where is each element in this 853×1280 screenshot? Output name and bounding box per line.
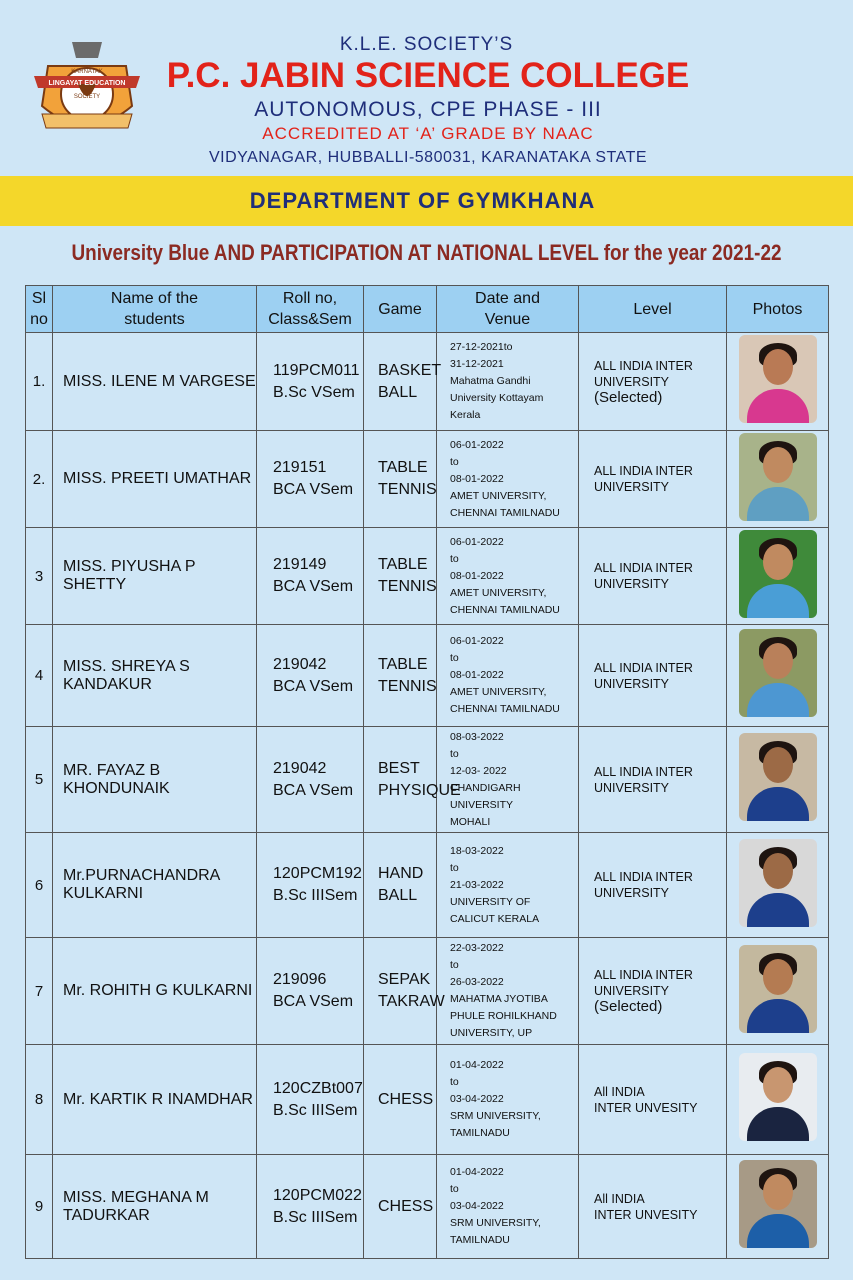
class-sem: BCA VSem [273,781,354,799]
table-row [26,333,829,431]
game-line: PHYSIQUE [378,781,461,799]
venue-line: AMET UNIVERSITY, [450,686,547,698]
student-photo [739,839,817,927]
serial-number: 8 [26,1045,53,1155]
game-line: BASKET [378,361,442,379]
venue-line: 08-01-2022 [450,569,504,582]
level-line: ALL INDIA INTER [594,464,693,478]
table-row [26,1045,829,1155]
college-name: P.C. JABIN SCIENCE COLLEGE [166,56,690,95]
roll-number: 119PCM011 [273,361,360,379]
date-venue-cell [437,1155,579,1259]
level-line: ALL INDIA INTER [594,764,693,779]
venue-line: CALICUT KERALA [450,912,540,925]
class-sem: B.Sc IIISem [273,887,358,904]
level-line: ALL INDIA INTER [594,561,693,575]
venue-line: 01-04-2022 [450,1166,504,1178]
date-venue-cell [437,1045,579,1155]
venue-line: 06-01-2022 [450,438,504,451]
logo-text-top: KARNATAK [71,69,103,75]
game-line: CHESS [378,1090,434,1108]
venue-line: 03-04-2022 [450,1093,504,1105]
venue-line: UNIVERSITY [450,798,514,811]
roll-number: 219151 [273,459,327,476]
level-line: ALL INDIA INTER [594,660,693,675]
venue-line: PHULE ROHILKHAND [450,1010,557,1022]
roll-number: 219042 [273,759,327,777]
level-cell [579,528,727,625]
venue-line: 06-01-2022 [450,635,504,647]
roll-number: 120CZBt007 [273,1079,363,1097]
venue-line: 03-04-2022 [450,1200,504,1212]
roll-class [257,333,364,431]
student-name: MISS. PREETI UMATHAR [53,431,257,528]
venue-line: Kerala [450,409,481,421]
venue-line: 26-03-2022 [450,976,504,988]
photo-cell [727,1155,829,1259]
table-row [26,625,829,727]
venue-line: University Kottayam [450,392,544,404]
autonomous-status: AUTONOMOUS, CPE PHASE - III [254,98,602,121]
venue-line: to [450,552,459,565]
photo-cell [727,625,829,727]
roll-class [257,938,364,1045]
level-cell [579,833,727,938]
table-header-row [26,286,829,333]
college-address: VIDYANAGAR, HUBBALLI-580031, KARANATAKA STATE [208,149,648,166]
level-line: ALL INDIA INTER [594,870,693,884]
date-venue-cell [437,833,579,938]
roll-class [257,528,364,625]
venue-line: to [450,959,459,971]
venue-line: 08-01-2022 [450,669,504,681]
level-line: INTER UNVESITY [594,1100,698,1115]
student-name: MR. FAYAZ B KHONDUNAIK [53,727,257,833]
student-name: MISS. ILENE M VARGESE [53,333,257,431]
venue-line: MAHATMA JYOTIBA [450,993,548,1005]
date-venue-cell [437,625,579,727]
venue-line: 21-03-2022 [450,878,504,891]
department-title: DEPARTMENT OF GYMKHANA [249,188,596,213]
game-line: TABLE [378,655,428,673]
game-line: BALL [378,383,418,401]
game-cell [364,625,437,727]
level-line: ALL INDIA INTER [594,968,693,982]
level-cell [579,727,727,833]
level-line: All INDIA [594,1084,645,1099]
table-row [26,1155,829,1259]
roll-class [257,833,364,938]
header-roll: Roll no, Class&Sem [257,286,364,333]
date-venue-cell [437,727,579,833]
game-cell [364,431,437,528]
venue-line: AMET UNIVERSITY, [450,489,547,502]
roll-number: 219149 [273,556,327,573]
roll-number: 219096 [273,971,327,988]
venue-line: to [450,1183,459,1195]
level-line: ALL INDIA INTER [594,358,693,373]
level-line: INTER UNVESITY [594,1207,698,1222]
table-row [26,727,829,833]
student-name: Mr.PURNACHANDRA KULKARNI [53,833,257,938]
header-sl: Sl no [26,286,53,333]
student-photo [739,335,817,423]
game-line: TAKRAW [378,993,445,1010]
serial-number: 4 [26,625,53,727]
game-cell [364,938,445,1045]
logo-text-low: SOCIETY [73,94,101,100]
venue-line: 12-03- 2022 [450,764,507,777]
header-photos: Photos [727,286,829,333]
class-sem: B.Sc IIISem [273,1101,358,1119]
roll-number: 120PCM022 [273,1186,362,1204]
venue-line: 22-03-2022 [450,942,504,954]
student-photo [739,945,817,1033]
student-name: MISS. SHREYA S KANDAKUR [53,625,257,727]
venue-line: TAMILNADU [450,1234,510,1246]
game-cell [364,1045,437,1155]
game-line: SEPAK [378,971,431,988]
game-cell [364,333,442,431]
class-sem: B.Sc VSem [273,383,355,401]
photo-cell [727,938,829,1045]
level-line: UNIVERSITY [594,374,670,389]
student-name: Mr. ROHITH G KULKARNI [53,938,257,1045]
venue-line: 18-03-2022 [450,844,504,857]
level-cell [579,431,727,528]
venue-line: MOHALI [450,815,491,828]
level-cell [579,1155,727,1259]
header-date-venue: Date and Venue [437,286,579,333]
level-line: UNIVERSITY [594,780,670,795]
venue-line: UNIVERSITY, UP [450,1027,533,1039]
student-name: MISS. PIYUSHA P SHETTY [53,528,257,625]
level-line: UNIVERSITY [594,480,670,494]
serial-number: 2. [26,431,53,528]
game-line: TENNIS [378,677,437,695]
date-venue-cell [437,528,579,625]
venue-line: CHENNAI TAMILNADU [450,703,560,715]
class-sem: BCA VSem [273,993,354,1010]
roll-class [257,431,364,528]
roll-class [257,625,364,727]
table-row [26,938,829,1045]
table-row [26,833,829,938]
venue-line: SRM UNIVERSITY, [450,1110,541,1122]
date-venue-cell [437,938,579,1045]
student-photo [739,1053,817,1141]
document-subtitle: University Blue AND PARTICIPATION AT NATIONAL LEVEL for the year 2021-22 [71,240,782,265]
venue-line: to [450,652,459,664]
serial-number: 5 [26,727,53,833]
roll-number: 219042 [273,655,327,673]
student-name: Mr. KARTIK R INAMDHAR [53,1045,257,1155]
serial-number: 9 [26,1155,53,1259]
roll-class [257,727,364,833]
game-line: TENNIS [378,481,437,498]
venue-line: 08-01-2022 [450,472,504,485]
student-photo [739,733,817,821]
venue-line: TAMILNADU [450,1127,510,1139]
venue-line: CHENNAI TAMILNADU [450,603,560,616]
student-photo [739,629,817,717]
venue-line: 01-04-2022 [450,1059,504,1071]
level-cell [579,1045,727,1155]
venue-line: 06-01-2022 [450,535,504,548]
class-sem: B.Sc IIISem [273,1208,358,1226]
level-line: UNIVERSITY [594,676,670,691]
serial-number: 3 [26,528,53,625]
serial-number: 7 [26,938,53,1045]
game-cell [364,1155,437,1259]
venue-line: SRM UNIVERSITY, [450,1217,541,1229]
level-line: All INDIA [594,1191,645,1206]
date-venue-cell [437,333,579,431]
venue-line: 31-12-2021 [450,358,504,370]
selected-note: (Selected) [594,388,663,406]
level-cell [579,333,727,431]
venue-line: to [450,747,459,760]
venue-line: to [450,861,459,874]
level-cell [579,625,727,727]
level-line: UNIVERSITY [594,886,670,900]
photo-cell [727,727,829,833]
student-photo [739,433,817,521]
game-cell [364,528,437,625]
serial-number: 6 [26,833,53,938]
game-line: BEST [378,759,420,777]
venue-line: UNIVERSITY OF [450,895,531,908]
class-sem: BCA VSem [273,481,354,498]
game-line: TENNIS [378,578,437,595]
venue-line: CHENNAI TAMILNADU [450,506,560,519]
college-header [0,0,853,175]
student-photo [739,1160,817,1248]
table-row [26,528,829,625]
selected-note: (Selected) [594,998,663,1015]
game-line: TABLE [378,556,428,573]
photo-cell [727,833,829,938]
venue-line: AMET UNIVERSITY, [450,586,547,599]
student-photo [739,530,817,618]
class-sem: BCA VSem [273,677,354,695]
game-line: TABLE [378,459,428,476]
header-name: Name of the students [53,286,257,333]
game-cell [364,833,437,938]
roll-class [257,1155,364,1259]
level-cell [579,938,727,1045]
logo-text-mid: LINGAYAT EDUCATION [48,80,126,87]
level-line: UNIVERSITY [594,984,670,998]
venue-line: 08-03-2022 [450,730,504,743]
class-sem: BCA VSem [273,578,354,595]
serial-number: 1. [26,333,53,431]
game-line: HAND [378,865,424,882]
table-row [26,431,829,528]
participation-table [25,285,829,1259]
roll-number: 120PCM192 [273,865,362,882]
venue-line: Mahatma Gandhi [450,375,531,387]
venue-line: CHANDIGARH [450,781,521,794]
society-name: K.L.E. SOCIETY’S [339,34,514,55]
roll-class [257,1045,364,1155]
photo-cell [727,1045,829,1155]
photo-cell [727,528,829,625]
photo-cell [727,431,829,528]
date-venue-cell [437,431,579,528]
accreditation: ACCREDITED AT ‘A’ GRADE BY NAAC [262,124,594,143]
photo-cell [727,333,829,431]
header-game: Game [364,286,437,333]
venue-line: to [450,1076,459,1088]
level-line: UNIVERSITY [594,577,670,591]
header-level: Level [579,286,727,333]
venue-line: to [450,455,459,468]
game-line: BALL [378,887,418,904]
student-name: MISS. MEGHANA M TADURKAR [53,1155,257,1259]
game-line: CHESS [378,1197,434,1215]
venue-line: 27-12-2021to [450,341,513,353]
